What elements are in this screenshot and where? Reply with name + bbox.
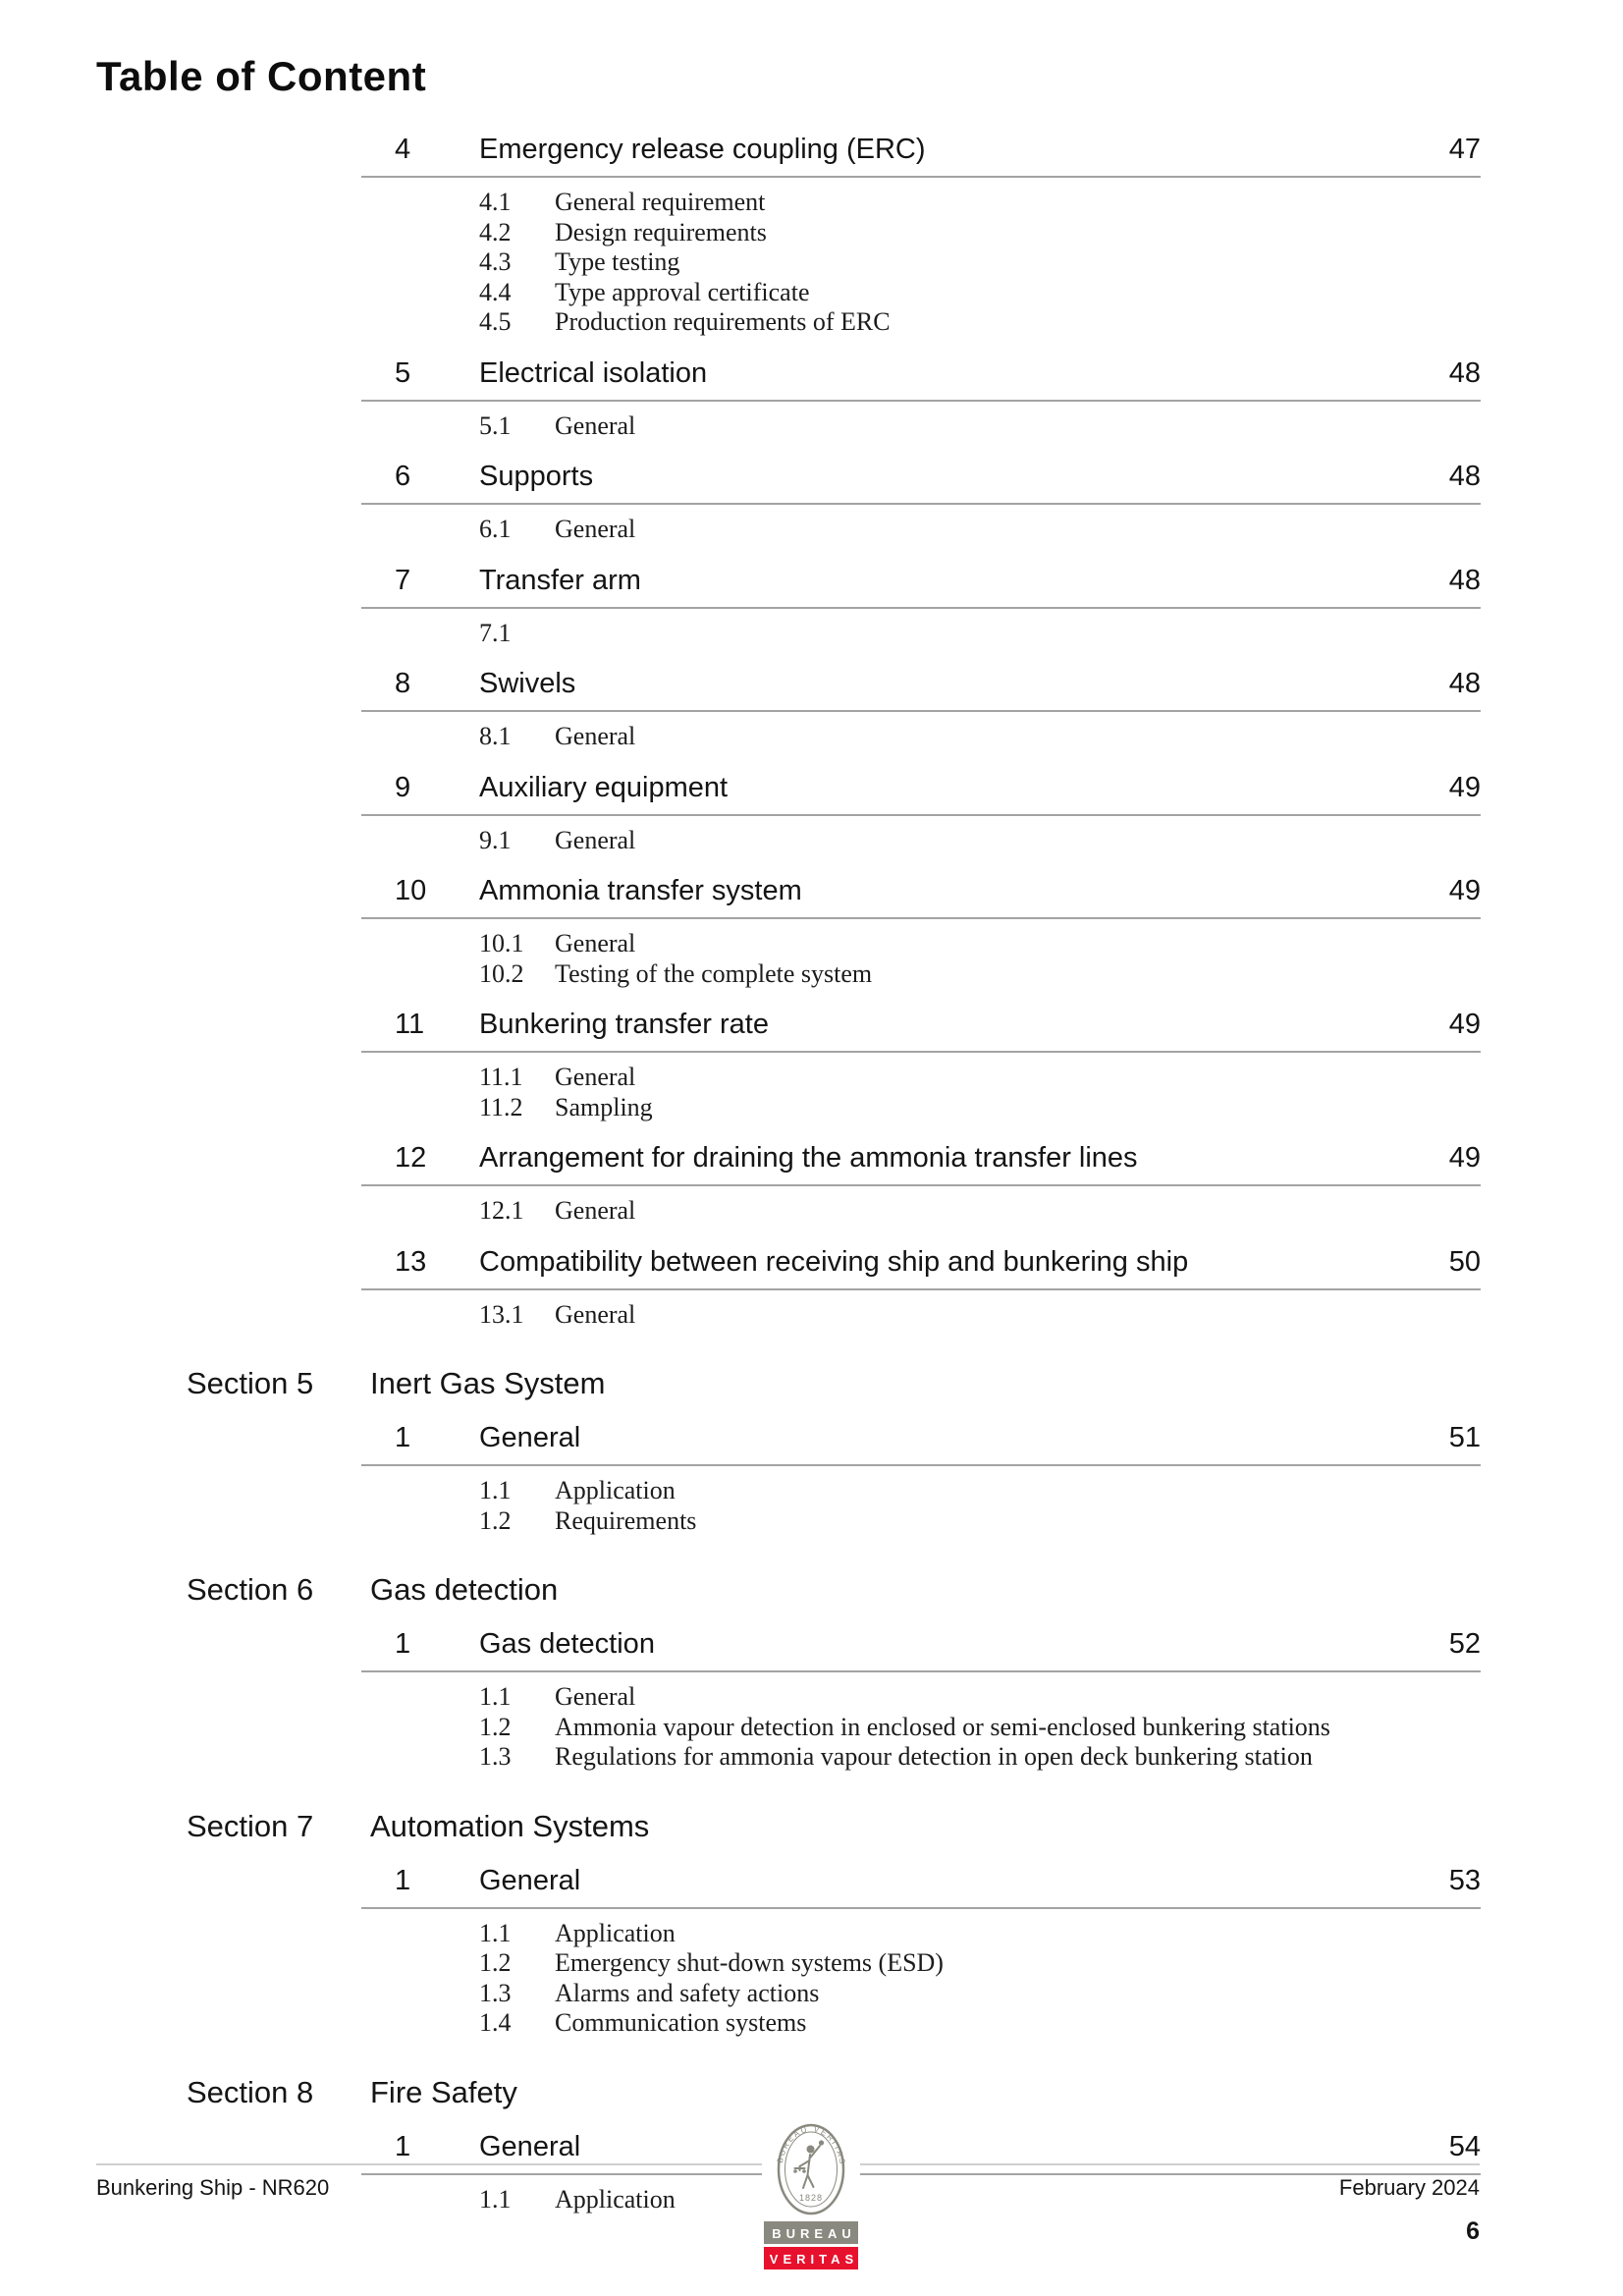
sub-entry-list <box>361 515 1481 545</box>
entry-page-number: 49 <box>1448 1009 1481 1040</box>
sub-entry-list <box>361 188 1481 338</box>
entry-title: Bunkering transfer rate <box>479 1009 769 1040</box>
toc-sub-entry[interactable] <box>361 1742 1481 1773</box>
toc-entry[interactable] <box>361 564 1481 609</box>
entry-number: 5 <box>395 356 411 389</box>
entry-title: General <box>479 1422 581 1453</box>
entry-page-number: 50 <box>1448 1245 1481 1278</box>
entry-title: Auxiliary equipment <box>479 771 729 803</box>
sub-entry-label: Application <box>555 1918 676 1947</box>
sub-entry-label: General <box>555 929 636 957</box>
sub-entry-label: Design requirements <box>555 217 767 246</box>
sub-entry-list <box>361 1063 1481 1122</box>
entry-number: 7 <box>395 564 411 596</box>
toc-sub-entry[interactable] <box>361 218 1481 248</box>
svg-text:BUREAU VERITAS: BUREAU VERITAS <box>775 2124 847 2166</box>
sub-entry-label <box>555 619 1481 649</box>
sub-entry-label: General <box>555 825 636 854</box>
toc-entry[interactable] <box>361 874 1481 919</box>
sub-entry-label: General <box>555 1682 636 1711</box>
sub-entry-number: 4.1 <box>479 188 512 216</box>
toc-entry[interactable] <box>361 1627 1481 1672</box>
entry-page-number: 51 <box>1448 1422 1481 1453</box>
entry-page-number: 53 <box>1448 1864 1481 1896</box>
entry-title: Transfer arm <box>479 564 641 596</box>
sub-entry-label: Production requirements of ERC <box>555 307 891 336</box>
svg-text:BUREAU: BUREAU <box>772 2226 856 2241</box>
sub-entry-label: General <box>555 515 636 543</box>
toc-entry[interactable] <box>361 1421 1481 1466</box>
entry-page-number: 47 <box>1448 134 1481 165</box>
entry-page-number: 49 <box>1448 1142 1481 1174</box>
sub-entry-label: Type testing <box>555 247 680 276</box>
section-label: Section 5 <box>187 1366 314 1400</box>
toc-sub-entry[interactable] <box>361 2185 1481 2215</box>
toc-sub-entry[interactable] <box>361 1506 1481 1537</box>
sub-entry-number: 4.5 <box>479 307 512 336</box>
toc-sub-entry[interactable] <box>361 1682 1481 1713</box>
sub-entry-label: Emergency shut-down systems (ESD) <box>555 1948 944 1977</box>
sub-entry-list <box>361 929 1481 989</box>
toc-entry[interactable] <box>361 771 1481 816</box>
logo-backing <box>762 2123 860 2217</box>
sub-entry-list <box>361 1682 1481 1773</box>
toc-entry[interactable] <box>361 2130 1481 2175</box>
sub-entry-list <box>361 619 1481 649</box>
sub-entry-list <box>361 2185 1481 2215</box>
entry-number: 12 <box>395 1142 427 1174</box>
toc-sub-entry[interactable] <box>361 1196 1481 1227</box>
entry-number: 1 <box>395 1864 411 1896</box>
toc-section-heading[interactable] <box>187 1808 1481 1845</box>
sub-entry-number: 1.1 <box>479 1682 512 1711</box>
toc-entry[interactable] <box>361 667 1481 712</box>
sub-entry-number: 10.2 <box>479 958 524 988</box>
toc-entry[interactable] <box>361 1245 1481 1290</box>
entry-title: Electrical isolation <box>479 356 708 389</box>
sub-entry-number: 1.1 <box>479 2184 512 2214</box>
sub-entry-number: 8.1 <box>479 722 512 750</box>
sub-entry-number: 10.1 <box>479 929 524 957</box>
toc-sub-entry[interactable] <box>361 1093 1481 1123</box>
sub-entry-label: General <box>555 722 636 750</box>
toc-entry[interactable] <box>361 133 1481 178</box>
entry-number: 1 <box>395 2130 411 2162</box>
toc-sub-entry[interactable] <box>361 188 1481 218</box>
page-number: 6 <box>1466 2217 1480 2245</box>
sub-entry-label: General <box>555 1196 636 1225</box>
toc-sub-entry[interactable] <box>361 929 1481 959</box>
sub-entry-list <box>361 1476 1481 1536</box>
toc-sub-entry[interactable] <box>361 2008 1481 2039</box>
toc-sub-entry[interactable] <box>361 411 1481 442</box>
section-title: Gas detection <box>370 1572 559 1607</box>
footer-date: February 2024 <box>1338 2175 1480 2200</box>
toc-sub-entry[interactable] <box>361 307 1481 338</box>
sub-entry-number: 11.2 <box>479 1092 523 1121</box>
svg-text:1828: 1828 <box>798 2193 824 2203</box>
toc-entry[interactable] <box>361 1864 1481 1909</box>
toc-sub-entry[interactable] <box>361 722 1481 752</box>
entry-number: 6 <box>395 461 411 492</box>
sub-entry-number: 1.3 <box>479 1978 512 2007</box>
sub-entry-label: Regulations for ammonia vapour detection in open deck bunkering station <box>555 1742 1313 1771</box>
sub-entry-number: 1.1 <box>479 1476 512 1504</box>
section-title: Automation Systems <box>370 1808 650 1843</box>
sub-entry-number: 1.1 <box>479 1918 512 1947</box>
sub-entry-label: General <box>555 1299 636 1329</box>
sub-entry-number: 6.1 <box>479 515 512 543</box>
section-label: Section 8 <box>187 2074 314 2109</box>
toc-entry[interactable] <box>361 1141 1481 1186</box>
footer-document-ref: Bunkering Ship - NR620 <box>96 2175 330 2200</box>
sub-entry-number: 1.2 <box>479 1712 512 1741</box>
sub-entry-number: 1.4 <box>479 2008 512 2037</box>
sub-entry-label: Application <box>555 1476 676 1504</box>
section-title: Inert Gas System <box>370 1366 606 1400</box>
toc-section-heading[interactable] <box>187 1571 1481 1609</box>
entry-title: Supports <box>479 461 594 492</box>
sub-entry-label: Alarms and safety actions <box>555 1978 820 2007</box>
sub-entry-number: 9.1 <box>479 825 512 854</box>
section-title: Fire Safety <box>370 2074 517 2109</box>
entry-title: Gas detection <box>479 1628 655 1660</box>
bv-wordmark <box>764 2221 858 2269</box>
sub-entry-label: Requirements <box>555 1505 697 1535</box>
entry-page-number: 48 <box>1448 461 1481 492</box>
sub-entry-label: General <box>555 410 636 440</box>
toc-entry[interactable] <box>361 1008 1481 1053</box>
sub-entry-label: Sampling <box>555 1092 653 1121</box>
entry-number: 4 <box>395 134 411 165</box>
entry-number: 1 <box>395 1422 411 1453</box>
sub-entry-label: Testing of the complete system <box>555 958 873 988</box>
sub-entry-number: 4.3 <box>479 247 512 276</box>
sub-entry-number: 1.2 <box>479 1948 512 1977</box>
entry-number: 13 <box>395 1245 427 1278</box>
sub-entry-label: Ammonia vapour detection in enclosed or semi-enclosed bunkering stations <box>555 1712 1330 1741</box>
page-title: Table of Content <box>96 53 427 100</box>
sub-entry-label: Application <box>555 2184 676 2214</box>
toc-section-heading[interactable] <box>187 1365 1481 1402</box>
bureau-veritas-logo <box>762 2123 860 2272</box>
sub-entry-label: Type approval certificate <box>555 277 810 306</box>
toc-sub-entry[interactable] <box>361 1948 1481 1979</box>
entry-title: General <box>479 1864 581 1896</box>
toc-sub-entry[interactable] <box>361 959 1481 990</box>
sub-entry-number: 11.1 <box>479 1063 523 1091</box>
toc-sub-entry[interactable] <box>361 1063 1481 1093</box>
entry-page-number: 49 <box>1448 771 1481 803</box>
toc-sub-entry[interactable] <box>361 619 1481 649</box>
entry-title: Compatibility between receiving ship and bunkering ship <box>479 1245 1189 1278</box>
toc-entry[interactable] <box>361 356 1481 402</box>
entry-page-number: 54 <box>1448 2130 1481 2162</box>
entry-page-number: 48 <box>1448 668 1481 699</box>
entry-number: 11 <box>395 1009 425 1040</box>
entry-page-number: 48 <box>1448 564 1481 596</box>
sub-entry-list <box>361 1300 1481 1331</box>
toc-sub-entry[interactable] <box>361 515 1481 545</box>
toc-sub-entry[interactable] <box>361 826 1481 856</box>
entry-title: Arrangement for draining the ammonia transfer lines <box>479 1142 1138 1174</box>
entry-title: Swivels <box>479 668 576 699</box>
sub-entry-number: 13.1 <box>479 1299 524 1329</box>
sub-entry-number: 1.2 <box>479 1505 512 1535</box>
sub-entry-list <box>361 826 1481 856</box>
sub-entry-number: 4.4 <box>479 277 512 306</box>
svg-text:VERITAS: VERITAS <box>769 2252 859 2267</box>
entry-number: 8 <box>395 668 411 699</box>
sub-entry-label: Communication systems <box>555 2008 807 2037</box>
entry-number: 1 <box>395 1628 411 1660</box>
entry-title: Ammonia transfer system <box>479 875 802 906</box>
entry-page-number: 49 <box>1448 875 1481 906</box>
toc-section-heading[interactable] <box>187 2074 1481 2111</box>
toc-sub-entry[interactable] <box>361 278 1481 308</box>
sub-entry-label: General <box>555 1063 636 1091</box>
section-label: Section 6 <box>187 1572 314 1607</box>
sub-entry-number: 12.1 <box>479 1196 524 1225</box>
toc-sub-entry[interactable] <box>361 247 1481 278</box>
sub-entry-number: 7.1 <box>479 618 512 647</box>
toc-entry[interactable] <box>361 460 1481 505</box>
sub-entry-list <box>361 722 1481 752</box>
sub-entry-number: 1.3 <box>479 1742 512 1771</box>
sub-entry-number: 5.1 <box>479 410 512 440</box>
entry-title: Emergency release coupling (ERC) <box>479 134 926 165</box>
sub-entry-list <box>361 1919 1481 2039</box>
toc-sub-entry[interactable] <box>361 1300 1481 1331</box>
section-label: Section 7 <box>187 1808 314 1843</box>
sub-entry-label: General requirement <box>555 188 766 216</box>
sub-entry-number: 4.2 <box>479 217 512 246</box>
toc-sub-entry[interactable] <box>361 1713 1481 1743</box>
entry-page-number: 48 <box>1448 356 1481 389</box>
toc-sub-entry[interactable] <box>361 1979 1481 2009</box>
entry-title: General <box>479 2130 581 2162</box>
entry-number: 10 <box>395 875 427 906</box>
sub-entry-list <box>361 1196 1481 1227</box>
toc-sub-entry[interactable] <box>361 1476 1481 1506</box>
sub-entry-list <box>361 411 1481 442</box>
entry-number: 9 <box>395 771 411 803</box>
toc-sub-entry[interactable] <box>361 1919 1481 1949</box>
entry-page-number: 52 <box>1448 1628 1481 1660</box>
